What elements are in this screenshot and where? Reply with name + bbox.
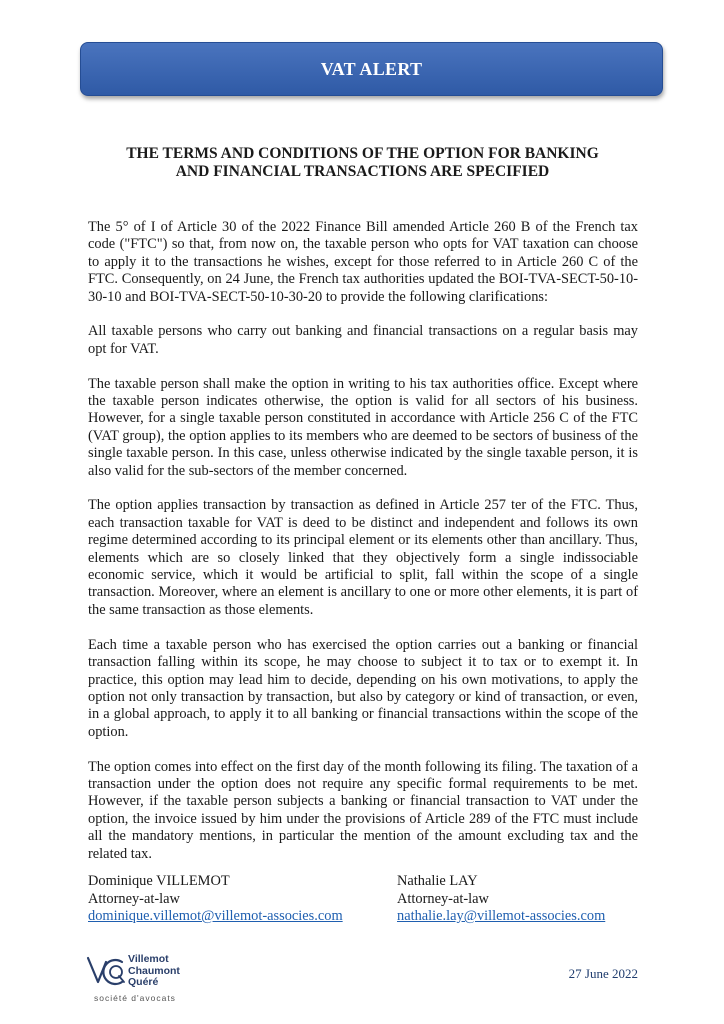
signatory-name: Dominique VILLEMOT — [88, 873, 230, 889]
paragraph-2: All taxable persons who carry out banking and financial transactions on a regular basis may opt for VAT. — [88, 323, 638, 357]
email-link-villemot[interactable]: dominique.villemot@villemot-associes.com — [88, 908, 343, 924]
signatory-role: Attorney-at-law — [397, 890, 489, 907]
vat-alert-banner — [80, 42, 663, 96]
paragraph-5: Each time a taxable person who has exercised the option carries out a banking or financial transaction falling within its scope, he may choose to subject it to tax or to exempt it. In practice, this option may lead him to decide, depending on his own motivations, to apply the option not only transaction by transaction, but also by category or kind of transaction, or even, in a global approach, to apply it to all banking or financial transactions within the scope of the option. — [88, 636, 638, 740]
paragraph-4: The option applies transaction by transaction as defined in Article 257 ter of the FTC. Thus, each transaction taxable for VAT is deed to be distinct and independent and follows its own regime determined according to its principal element or its elements other than ancillary. Thus, elements which are so closely linked that they objectively form a single indissociable economic service, which it would be artificial to split, fall within the scope of a single transaction. Moreover, where an element is ancillary to one or more other elements, it is part of the same transaction as those elements. — [88, 497, 638, 618]
firm-logo-icon — [86, 952, 128, 992]
paragraph-3: The taxable person shall make the option in writing to his tax authorities office. Except where the taxable person indicates otherwise, the option is valid for all sectors of his business. However, for a single taxable person constituted in accordance with Article 256 C of the FTC (VAT group), the option applies to its members who are deemed to be sectors of business of the single taxable person. In this case, unless otherwise indicated by the single taxable person, it is also valid for the sub-sectors of the member concerned. — [88, 375, 638, 479]
signatory-lay — [397, 873, 605, 926]
logo-line-2: Chaumont — [128, 964, 180, 977]
banner-title: VAT ALERT — [320, 58, 423, 79]
page-title — [90, 145, 635, 181]
email-link-lay[interactable]: nathalie.lay@villemot-associes.com — [397, 908, 606, 924]
signatory-name: Nathalie LAY — [397, 873, 478, 889]
page-title-line-2: AND FINANCIAL TRANSACTIONS ARE SPECIFIED — [175, 163, 550, 180]
page-title-line-1: THE TERMS AND CONDITIONS OF THE OPTION FOR BANKING — [126, 145, 599, 162]
firm-logo-tagline: société d'avocats — [94, 993, 176, 1003]
logo-line-3: Quéré — [128, 976, 159, 988]
publication-date: 27 June 2022 — [568, 966, 638, 981]
firm-logo-name — [128, 954, 180, 989]
paragraph-6: The option comes into effect on the first day of the month following its filing. The taxation of a transaction under the option does not require any specific formal requirements to be met. However, if the taxable person subjects a banking or financial transaction to VAT under the option, the invoice issued by him under the provisions of Article 289 of the FTC must include all the mandatory mentions, in particular the mention of the amount excluding tax and the related tax. — [88, 758, 638, 862]
signatory-role: Attorney-at-law — [88, 890, 180, 907]
paragraph-1: The 5° of I of Article 30 of the 2022 Finance Bill amended Article 260 B of the French tax code ("FTC") so that, from now on, the taxable person who opts for VAT taxation can choose to apply it to the transactions he wishes, except for those referred to in Article 260 C of the FTC. Consequently, on 24 June, the French tax authorities updated the BOI-TVA-SECT-50-10-30-10 and BOI-TVA-SECT-50-10-30-20 to provide the following clarifications: — [88, 219, 638, 305]
signatory-villemot — [88, 873, 343, 926]
article-body — [88, 219, 638, 880]
firm-logo — [86, 952, 206, 1006]
logo-line-1: Villemot — [128, 953, 169, 965]
